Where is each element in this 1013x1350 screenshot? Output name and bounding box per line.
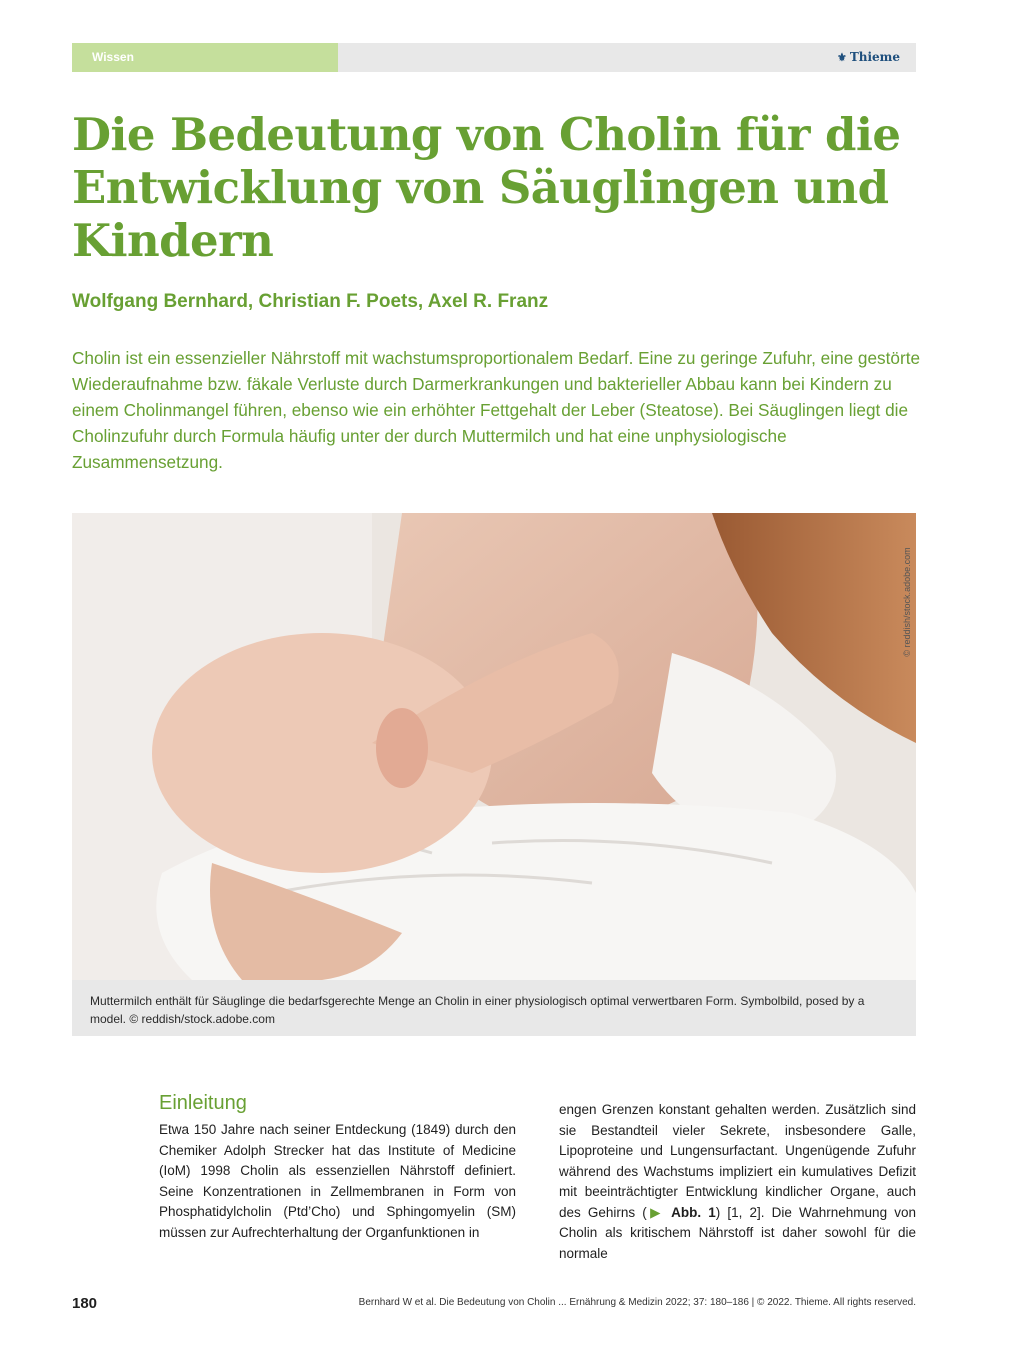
article-photo (72, 513, 916, 980)
body-column-right (559, 1100, 916, 1264)
publisher-logo (837, 43, 900, 72)
section-label: Wissen (72, 43, 338, 72)
figure-ref-arrow-icon: ▶ (646, 1204, 664, 1220)
figure-reference-link[interactable]: Abb. 1 (671, 1204, 716, 1220)
paragraph: engen Grenzen konstant gehalten werden. Zusätzlich sind sie Bestandteil vieler Sekrete, insbesondere Galle, Lipoproteine und Lungensurfactant. Ungenügende Zufuhr während des Wachstums impliziert ein kumulatives Defizit mit beeinträchtigter Entwicklung kindlicher Organe, auch des Gehirns (▶ Abb. 1) [1, 2]. Die Wahrnehmung von Cholin als kritischem Nährstoff ist daher sowohl für die normale (559, 1102, 916, 1261)
section-heading: Einleitung (159, 1092, 247, 1114)
photo-credit: © reddish/stock.adobe.com (902, 547, 912, 657)
paragraph: Etwa 150 Jahre nach seiner Entdeckung (1849) durch den Chemiker Adolph Strecker hat das Institute of Medicine (IoM) 1998 Cholin als essenziellen Nährstoff definiert. Seine Konzentrationen in Zellmembranen in Form von Phosphatidylcholin (Ptd’Cho) und Sphingomyelin (SM) müssen zur Aufrechterhaltung der Organfunktionen in (159, 1122, 516, 1240)
body-column-left (159, 1091, 516, 1243)
breastfeeding-photo (72, 513, 916, 980)
publisher-name: Thieme (849, 50, 900, 64)
footer-citation: Bernhard W et al. Die Bedeutung von Cholin ... Ernährung & Medizin 2022; 37: 180–186 | © 2022. Thieme. All rights reserved. (358, 1297, 916, 1308)
article-abstract: Cholin ist ein essenzieller Nährstoff mit wachstumsproportionalem Bedarf. Eine zu geringe Zufuhr, eine gestörte Wiederaufnahme bzw. fäkale Verluste durch Darmerkrankungen und bakterieller Abbau kann bei Kindern zu einem Cholinmangel führen, ebenso wie ein erhöhter Fettgehalt der Leber (Steatose). Bei Säuglingen liegt die Cholinzufuhr durch Formula häufig unter der durch Muttermilch und hat eine unphysiologische Zusammensetzung. (72, 348, 921, 472)
thieme-crest-icon: ⚜ (836, 51, 847, 64)
figure-caption: Muttermilch enthält für Säuglinge die bedarfsgerechte Menge an Cholin in einer physiologisch optimal verwertbaren Form. Symbolbild, posed by a model. © reddish/stock.adobe.com (72, 980, 916, 1036)
article-authors: Wolfgang Bernhard, Christian F. Poets, Axel R. Franz (72, 291, 549, 312)
header-bar (72, 43, 916, 72)
page-number: 180 (72, 1295, 98, 1312)
article-title: Die Bedeutung von Cholin für die Entwicklung von Säuglingen und Kindern (72, 108, 901, 267)
